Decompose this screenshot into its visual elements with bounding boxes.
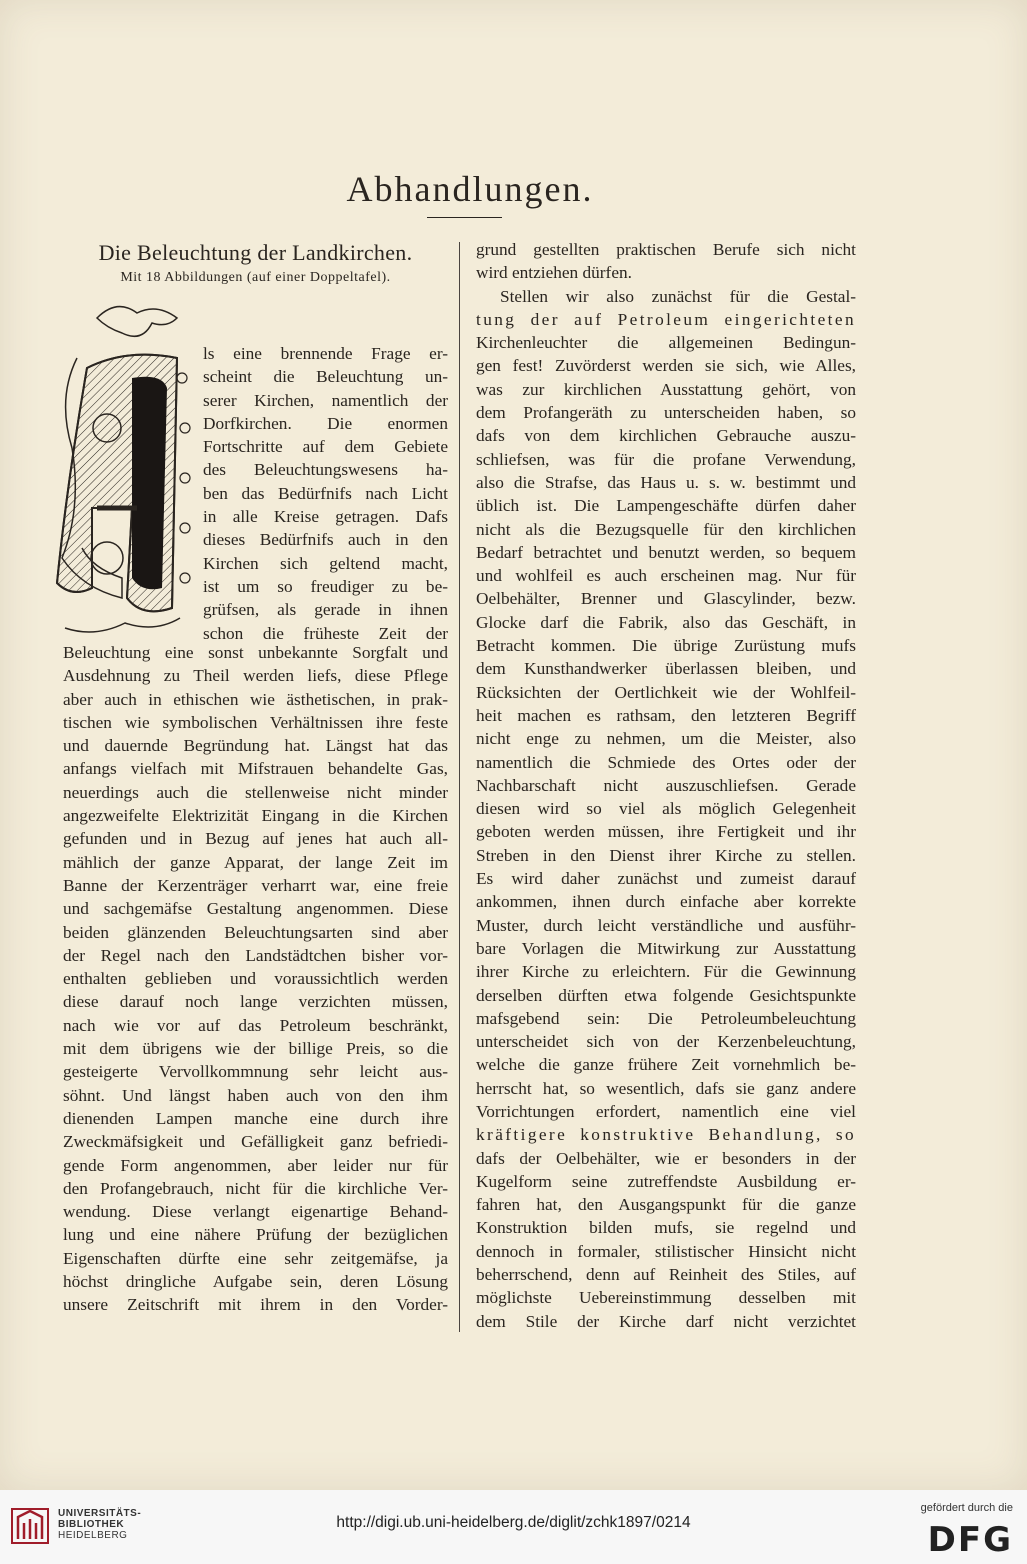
text-line: Glocke darf die Fabrik, also das Geschäft, in: [476, 612, 856, 632]
text-line: dem Profangeräth zu unterscheiden haben, so: [476, 403, 856, 423]
text-line: grund gestellten praktischen Berufe sich nicht: [476, 240, 856, 259]
text-line: diesen wird so viel als möglich Gelegenheit: [476, 799, 856, 819]
text-line: mählich der ganze Apparat, der lange Zeit im: [63, 852, 448, 872]
text-line: beiden glänzenden Beleuchtungsarten sind aber: [63, 922, 448, 942]
text-line: ben das Bedürfnifs nach Licht: [203, 483, 448, 503]
text-line: neuerdings auch die stellenweise nicht minder: [63, 782, 448, 802]
text-line: Stellen wir also zunächst für die Gestal-: [500, 286, 856, 306]
text-line: dienenden Lampen manche eine durch ihre: [63, 1108, 448, 1128]
library-name-line: BIBLIOTHEK: [58, 1519, 125, 1530]
permalink-url[interactable]: http://digi.ub.uni-heidelberg.de/diglit/zchk1897/0214: [336, 1514, 691, 1531]
text-line: nicht enge zu nehmen, um die Meister, also: [476, 729, 856, 749]
text-line: lung und eine nähere Prüfung der bezüglichen: [63, 1225, 448, 1245]
text-line: möglichste Uebereinstimmung desselben mit: [476, 1288, 856, 1308]
text-line: Kirchen sich geltend macht,: [203, 553, 448, 573]
text-line: Kugelform seine zutreffendste Ausbildung er-: [476, 1171, 856, 1191]
title-rule: [427, 217, 502, 218]
text-line: herrscht hat, so wesentlich, dafs sie ganz andere: [476, 1078, 856, 1098]
article-subtitle: Mit 18 Abbildungen (auf einer Doppeltafel).: [120, 270, 391, 285]
text-line: ist um so freudiger zu be-: [203, 576, 448, 596]
text-line: kräftigere konstruktive Behandlung, so: [476, 1125, 856, 1145]
text-line: schon die früheste Zeit der: [203, 623, 448, 643]
section-title: Abhandlungen.: [346, 169, 594, 209]
text-line: mit dem übrigens wie der billige Preis, so die: [63, 1039, 448, 1059]
text-line: Konstruktion bilden mufs, sie regelnd und: [476, 1218, 856, 1238]
text-line: Zweckmäfsigkeit und Gefälligkeit ganz befriedi-: [63, 1132, 448, 1152]
dropcap-block: [63, 292, 448, 641]
article-title: Die Beleuchtung der Landkirchen.: [98, 240, 413, 265]
text-line: grüfsen, als gerade in ihnen: [203, 600, 448, 620]
text-line: nicht als die Bezugsquelle für den kirchlichen: [476, 519, 856, 539]
text-line: enthalten geblieben und voraussichtlich werden: [63, 969, 448, 989]
text-line: in alle Kreise getragen. Dafs: [203, 507, 448, 527]
text-line: Fortschritte auf dem Gebiete: [203, 437, 448, 457]
text-line: also die Strafse, das Haus u. s. w. bestimmt und: [476, 472, 856, 492]
text-line: ls eine brennende Frage er-: [203, 344, 448, 363]
text-line: heit machen es rathsam, den letzteren Begriff: [476, 705, 856, 725]
ornamental-initial-a-icon: [47, 298, 197, 638]
text-line: Dorfkirchen. Die enormen: [203, 413, 448, 433]
left-column: [63, 238, 448, 1317]
text-line: Vorrichtungen erfordert, namentlich eine viel: [476, 1101, 856, 1121]
text-line: Beleuchtung eine sonst unbekannte Sorgfalt und: [63, 643, 448, 662]
text-line: höchst dringliche Aufgabe sein, deren Lösung: [63, 1272, 448, 1292]
text-line: unterscheidet sich von der Kerzenbeleuchtung,: [476, 1032, 856, 1052]
text-line: dennoch in formaler, stilistischer Hinsicht nicht: [476, 1241, 856, 1261]
text-line: Bedarf betrachtet und benutzt werden, so bequem: [476, 542, 856, 562]
text-line: söhnt. Und längst haben auch von den ihm: [63, 1085, 448, 1105]
text-line: mafsgebend sein: Die Petroleumbeleuchtung: [476, 1008, 856, 1028]
text-line: und dauernde Begründung hat. Längst hat das: [63, 736, 448, 756]
text-line: bare Vorlagen die Mitwirkung zur Ausstattung: [476, 938, 856, 958]
text-line: scheint die Beleuchtung un-: [203, 367, 448, 387]
text-line: anfangs vielfach mit Mifstrauen behandelte Gas,: [63, 759, 448, 779]
text-line: Muster, durch leicht verständliche und ausführ-: [476, 915, 856, 935]
text-line: dafs der Oelbehälter, wie er besonders in der: [476, 1148, 856, 1168]
text-line: Ausdehnung zu Theil werden liefs, diese Pflege: [63, 666, 448, 686]
text-line: schliefsen, was für die profane Verwendung,: [476, 449, 856, 469]
text-line: beherrschend, denn auf Reinheit des Stiles, auf: [476, 1265, 856, 1285]
text-line: der Regel nach den Landstädtchen bisher vor-: [63, 945, 448, 965]
text-line: gen fest! Zuvörderst werden sie sich, wie Alles,: [476, 356, 856, 376]
text-line: Betracht kommen. Die übrige Zurüstung mufs: [476, 636, 856, 656]
text-line: dafs von dem kirchlichen Gebrauche auszu-: [476, 426, 856, 446]
left-body: [63, 641, 448, 1317]
text-line: gende Form angenommen, aber leider nur für: [63, 1155, 448, 1175]
text-line: welche die ganze frühere Zeit vornehmlich be-: [476, 1055, 856, 1075]
viewer-footer: [0, 1490, 1027, 1564]
text-line: Streben in den Dienst ihrer Kirche zu stellen.: [476, 845, 856, 865]
text-line: aber auch in ethischen wie ästhetischen, in prak-: [63, 689, 448, 709]
dropcap-text: [203, 342, 448, 645]
text-line: dem Kunsthandwerker überlassen bleiben, und: [476, 659, 856, 679]
text-line: dieses Bedürfnifs auch in den: [203, 530, 448, 550]
text-line: Rücksichten der Oertlichkeit wie der Wohlfeil-: [476, 682, 856, 702]
dfg-logo[interactable]: DFG: [927, 1520, 1013, 1560]
text-line: angezweifelte Elektrizität Eingang in die Kirchen: [63, 806, 448, 826]
text-line: was zur kirchlichen Ausstattung gehört, von: [476, 379, 856, 399]
text-line: serer Kirchen, namentlich der: [203, 390, 448, 410]
text-line: namentlich die Schmiede des Ortes oder der: [476, 752, 856, 772]
funding-label: gefördert durch die: [920, 1502, 1013, 1514]
library-name-line: UNIVERSITÄTS-: [58, 1508, 142, 1519]
text-line: tung der auf Petroleum eingerichteten: [476, 309, 856, 329]
text-line: Es wird daher zunächst und zumeist darauf: [476, 869, 856, 889]
text-line: fahren hat, den Ausgangspunkt für die ganze: [476, 1195, 856, 1215]
text-line: wendung. Diese verlangt eigenartige Behand-: [63, 1202, 448, 1222]
text-line: wird entziehen dürfen.: [476, 263, 632, 283]
text-line: ankommen, ihnen durch einfache aber korrekte: [476, 892, 856, 912]
text-line: Oelbehälter, Brenner und Glascylinder, bezw.: [476, 589, 856, 609]
text-line: derselben dürften etwa folgende Gesichtspunkte: [476, 985, 856, 1005]
text-line: gefunden und in Bezug auf jenes hat auch all-: [63, 829, 448, 849]
text-line: Banne der Kerzenträger verharrt war, eine freie: [63, 875, 448, 895]
text-line: des Beleuchtungswesens ha-: [203, 460, 448, 480]
text-line: nach wie vor auf das Petroleum beschränkt,: [63, 1015, 448, 1035]
text-line: diese darauf noch lange verzichten müssen,: [63, 992, 448, 1012]
text-line: ihrer Kirche zu erleichtern. Für die Gewinnung: [476, 962, 856, 982]
library-name-line: HEIDELBERG: [58, 1530, 128, 1541]
text-line: den Profangebrauch, nicht für die kirchliche Ver-: [63, 1178, 448, 1198]
text-line: tischen wie symbolischen Verhältnissen ihre feste: [63, 712, 448, 732]
text-line: unsere Zeitschrift mit ihrem in den Vorder-: [63, 1295, 448, 1315]
text-line: und wohlfeil es auch erscheinen mag. Nur für: [476, 566, 856, 586]
text-line: Kirchenleuchter die allgemeinen Bedingun-: [476, 333, 856, 353]
text-line: üblich ist. Die Lampengeschäfte dürfen daher: [476, 496, 856, 516]
column-divider: [459, 242, 460, 1332]
text-line: gesteigerte Vervollkommnung sehr leicht aus-: [63, 1062, 448, 1082]
text-line: Eigenschaften dürfte eine sehr zeitgemäfse, ja: [63, 1248, 448, 1268]
text-line: Nachbarschaft nicht auszuschliefsen. Gerade: [476, 775, 856, 795]
text-line: und sachgemäfse Gestaltung angenommen. Diese: [63, 899, 448, 919]
text-line: dem Stile der Kirche darf nicht verzichtet: [476, 1311, 856, 1331]
right-column: [476, 238, 856, 1333]
text-line: geboten werden müssen, ihre Fertigkeit und ihr: [476, 822, 856, 842]
